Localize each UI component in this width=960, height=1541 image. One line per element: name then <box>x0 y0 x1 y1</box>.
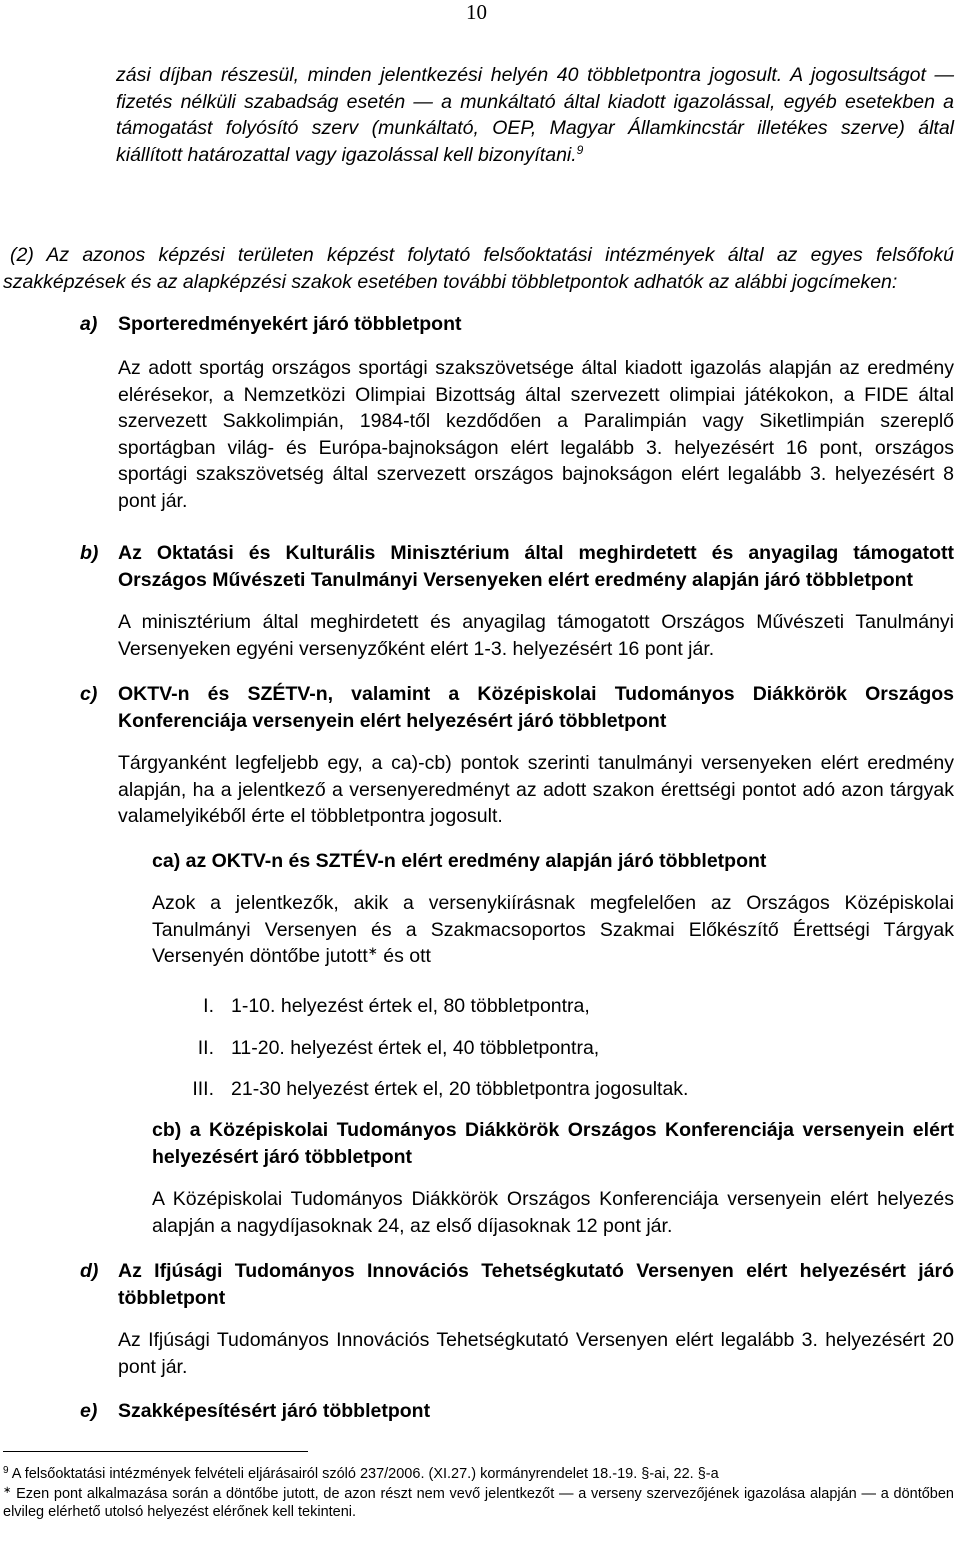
rank-2-text: 11-20. helyezést értek el, 40 többletpontra, <box>231 1037 600 1059</box>
footnote-separator <box>3 1451 308 1452</box>
section-e-heading: Szakképesítésért járó többletpont <box>118 1400 431 1422</box>
section-e-label: e) <box>80 1400 98 1422</box>
intro-paragraph <box>116 62 954 168</box>
section-d-heading: Az Ifjúsági Tudományos Innovációs Tehetségkutató Versenyen elért helyezésért járó többletpont <box>118 1260 954 1309</box>
section-cb-body: A Középiskolai Tudományos Diákkörök Országos Konferenciája versenyein elért helyezés alapján a nagydíjasoknak 24, az első díjasoknak 12 pont jár. <box>152 1188 954 1237</box>
rank-1-text: 1-10. helyezést értek el, 80 többletpontra, <box>231 995 590 1017</box>
rank-2-number: II. <box>197 1037 214 1059</box>
rank-1-number: I. <box>203 995 214 1017</box>
section-b-body: A minisztérium által meghirdetett és anyagilag támogatott Országos Művészeti Tanulmányi Versenyeken egyéni versenyzőként elért 1-3. helyezésért 16 pont jár. <box>118 611 954 660</box>
section-a-body: Az adott sportág országos sportági szakszövetsége által kiadott igazolás alapján az eredmény elérésekor, a Nemzetközi Olimpiai Bizottság által szervezett olimpiai játékokon, a FIDE által szervezett Sakkolimpián, 1984-től kezdődően a Paralimpián vagy Siketlimpián szereplő sportágban világ- és Európa-bajnokságon elért legalább 3. helyezésért 16 pont, országos sportági szakszövetség által szervezett országos bajnokságon elért legalább 3. helyezésért 8 pont jár. <box>118 357 954 512</box>
page-number: 10 <box>466 0 487 24</box>
section-a-heading: Sporteredményekért járó többletpont <box>118 313 462 335</box>
rank-3-number: III. <box>192 1078 214 1100</box>
footnote-9 <box>3 1465 954 1483</box>
section-ca-heading: ca) az OKTV-n és SZTÉV-n elért eredmény alapján járó többletpont <box>152 850 767 872</box>
section-cb-heading: cb) a Középiskolai Tudományos Diákkörök Országos Konferenciája versenyein elért helyezésért járó többletpont <box>152 1119 954 1168</box>
section-c-heading: OKTV-n és SZÉTV-n, valamint a Középiskolai Tudományos Diákkörök Országos Konferenciája versenyein elért helyezésért járó többletpont <box>118 683 954 732</box>
section-ca-body-end: és ott <box>377 945 431 967</box>
section-b-heading: Az Oktatási és Kulturális Minisztérium által meghirdetett és anyagilag támogatott Országos Művészeti Tanulmányi Versenyeken elért eredmény alapján járó többletpont <box>118 542 954 591</box>
section-d-label: d) <box>80 1260 99 1282</box>
intro-text: zási díjban részesül, minden jelentkezési helyén 40 többletpontra jogosult. A jogosultságot — fizetés nélküli szabadság esetén — a munkáltató által kiadott igazolással, egyéb esetekben a támogatást folyósító szerv (munkáltató, OEP, Magyar Államkincstár illetékes szerve) által kiállított határozattal vagy igazolással kell bizonyítani. <box>116 64 954 166</box>
paragraph-2: (2) Az azonos képzési területen képzést folytató felsőoktatási intézmények által az egyes felsőfokú szakképzések és az alapképzési szakok esetében további többletpontok adhatók az alábbi jogcímeken: <box>3 244 954 293</box>
section-c-label: c) <box>80 683 98 705</box>
footnote-9-mark: 9 <box>3 1465 9 1476</box>
footnote-ref-9: 9 <box>576 142 584 157</box>
section-ca-body-text: Azok a jelentkezők, akik a versenykiírásnak megfelelően az Országos Középiskolai Tanulmányi Versenyen és a Szakmacsoportos Szakmai Előkészítő Érettségi Tárgyak Versenyén döntőbe jutott <box>152 892 954 967</box>
section-a-label: a) <box>80 313 98 335</box>
section-c-body: Tárgyanként legfeljebb egy, a ca)-cb) pontok szerinti tanulmányi versenyeken elért eredmény alapján, ha a jelentkező a versenyeredményt az adott szakon érettségi pontot adó azon tárgyak valamelyikéből érte el többletpontra jogosult. <box>118 752 954 827</box>
section-b-label: b) <box>80 542 99 564</box>
footnote-ref-star: ∗ <box>367 944 378 958</box>
section-d-body: Az Ifjúsági Tudományos Innovációs Tehetségkutató Versenyen elért legalább 3. helyezésért 20 pont jár. <box>118 1329 954 1378</box>
footnote-star-text: Ezen pont alkalmazása során a döntőbe jutott, de azon részt nem vevő jelentkezőt — a verseny szervezőjének igazolása alapján — a döntőben elvileg elérhető utolsó helyezést elérőnek kell tekinteni. <box>3 1486 954 1520</box>
footnote-star <box>3 1485 954 1521</box>
rank-3-text: 21-30 helyezést értek el, 20 többletpontra jogosultak. <box>231 1078 689 1100</box>
footnote-9-text: A felsőoktatási intézmények felvételi eljárásairól szóló 237/2006. (XI.27.) kormányrendelet 18.-19. §-ai, 22. §-a <box>8 1466 719 1482</box>
footnote-star-mark: ∗ <box>3 1485 12 1496</box>
section-ca-body <box>152 890 954 970</box>
